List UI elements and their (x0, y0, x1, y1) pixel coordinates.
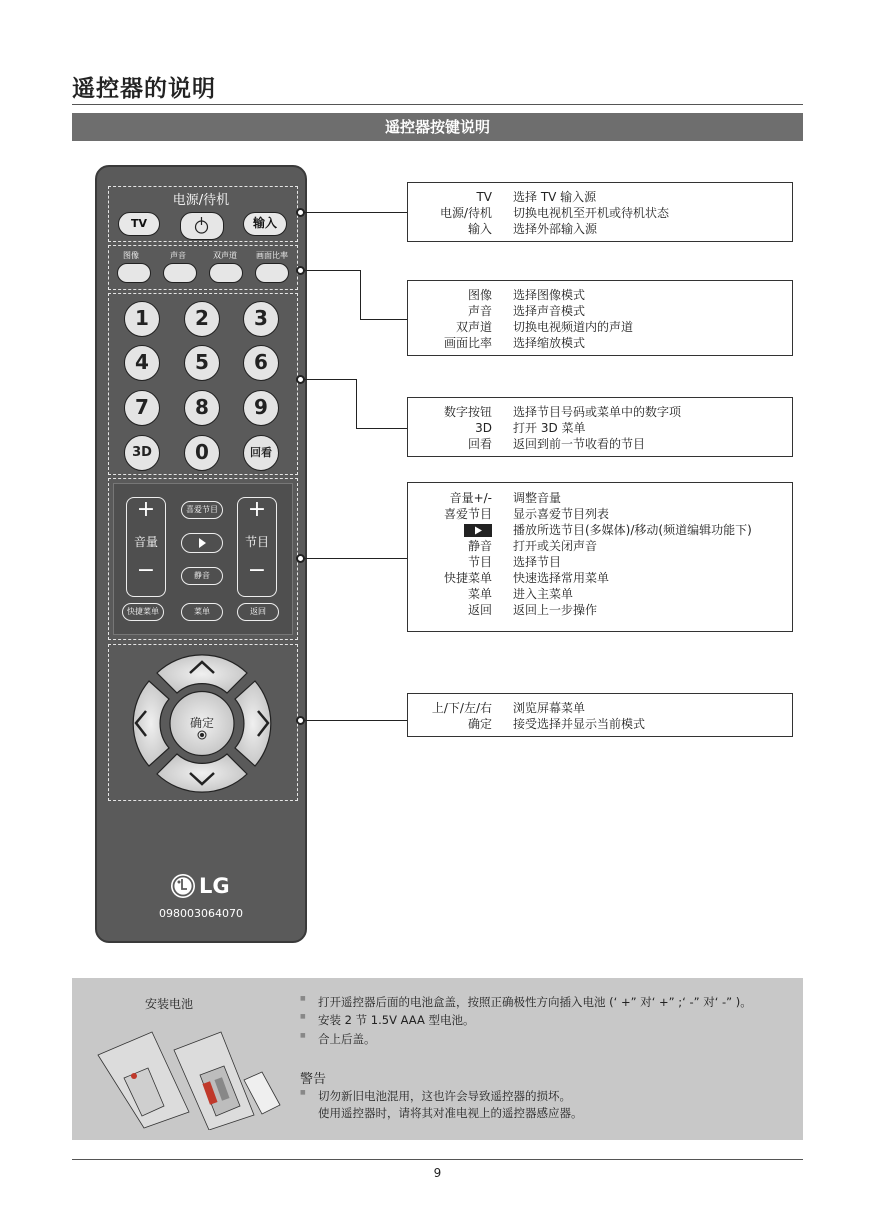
quick-menu-button[interactable]: 快捷菜单 (122, 603, 164, 621)
desc-key: 静音 (467, 539, 492, 553)
dual-sound-label: 双声道 (213, 251, 237, 260)
battery-title: 安装电池 (145, 997, 194, 1011)
connector-line (360, 270, 361, 320)
description-row (408, 303, 792, 319)
desc-key: 确定 (467, 717, 492, 731)
serial-number: 098003064070 (159, 907, 243, 920)
desc-value: 显示喜爱节目列表 (513, 507, 610, 521)
desc-value: 切换电视频道内的声道 (513, 320, 634, 334)
power-button[interactable] (180, 212, 224, 240)
power-label: 电源/待机 (172, 193, 230, 208)
digit-9-button[interactable]: 9 (243, 390, 279, 426)
picture-label: 图像 (123, 251, 139, 260)
description-row (408, 287, 792, 303)
battery-step-3: ■ 合上后盖。 (318, 1031, 376, 1047)
desc-value: 浏览屏幕菜单 (513, 701, 586, 715)
description-row (408, 522, 792, 538)
desc-value: 调整音量 (513, 491, 562, 505)
description-row (408, 716, 792, 732)
sound-button[interactable] (163, 263, 197, 283)
description-row (408, 221, 792, 237)
desc-value: 选择节目 (513, 555, 562, 569)
description-row (408, 335, 792, 351)
battery-step-2: ■ 安装 2 节 1.5V AAA 型电池。 (318, 1012, 475, 1028)
desc-key: 输入 (467, 222, 492, 236)
desc-key: 电源/待机 (439, 206, 492, 220)
section-header (72, 113, 803, 141)
battery-step-1: ■ 打开遥控器后面的电池盒盖，按照正确极性方向插入电池 (‘ +” 对‘ +” ;‘ -” 对‘ -” )。 (318, 994, 752, 1010)
connector-line (356, 428, 407, 429)
description-box-navigation (407, 693, 793, 737)
lg-logo-icon (170, 873, 196, 899)
battery-panel (72, 978, 803, 1140)
play-key-icon (464, 524, 492, 537)
desc-value: 返回上一步操作 (513, 603, 598, 617)
description-row (408, 586, 792, 602)
desc-key: 图像 (467, 288, 492, 302)
desc-key: 数字按钮 (443, 405, 492, 419)
digit-0-button[interactable]: 0 (184, 435, 220, 471)
desc-value: 打开或关闭声音 (513, 539, 598, 553)
favorite-button[interactable]: 喜爱节目 (181, 501, 223, 519)
warning-line-1: ■ 切勿新旧电池混用，这也许会导致遥控器的损坏。 (318, 1088, 571, 1104)
desc-key: TV (476, 190, 492, 204)
desc-value: 选择节目号码或菜单中的数字项 (513, 405, 682, 419)
volume-up-icon[interactable]: + (136, 497, 156, 522)
connector-dot (296, 266, 305, 275)
footer-divider (72, 1159, 803, 1160)
desc-value: 快速选择常用菜单 (513, 571, 610, 585)
description-row (408, 404, 792, 420)
connector-line (305, 720, 407, 721)
title-divider (72, 104, 803, 105)
page-number: 9 (433, 1166, 442, 1180)
desc-key: 音量+/- (449, 491, 492, 505)
desc-key: 菜单 (467, 587, 492, 601)
recall-button[interactable]: 回看 (243, 435, 279, 471)
connector-line (356, 379, 357, 429)
brand-name: LG (199, 874, 230, 898)
digit-5-button[interactable]: 5 (184, 345, 220, 381)
digit-6-button[interactable]: 6 (243, 345, 279, 381)
picture-button[interactable] (117, 263, 151, 283)
desc-value: 选择图像模式 (513, 288, 586, 302)
menu-button[interactable]: 菜单 (181, 603, 223, 621)
description-row (408, 554, 792, 570)
description-box-number (407, 397, 793, 457)
description-box-controls (407, 482, 793, 632)
desc-value: 切换电视机至开机或待机状态 (513, 206, 670, 220)
mute-button[interactable]: 静音 (181, 567, 223, 585)
description-row (408, 538, 792, 554)
description-row (408, 319, 792, 335)
digit-4-button[interactable]: 4 (124, 345, 160, 381)
play-button[interactable] (181, 533, 223, 553)
description-row (408, 205, 792, 221)
volume-down-icon[interactable]: − (136, 558, 156, 583)
connector-dot (296, 554, 305, 563)
description-box-mode (407, 280, 793, 356)
description-row (408, 436, 792, 452)
connector-line (305, 379, 357, 380)
desc-key: 回看 (467, 437, 492, 451)
ok-label: 确定 (189, 716, 214, 730)
description-row (408, 420, 792, 436)
desc-key: 声音 (467, 304, 492, 318)
sound-label: 声音 (170, 251, 186, 260)
channel-up-icon[interactable]: + (247, 497, 267, 522)
section-title: 遥控器按键说明 (384, 118, 490, 136)
desc-key: 快捷菜单 (443, 571, 492, 585)
description-box-power (407, 182, 793, 242)
desc-value: 选择 TV 输入源 (513, 190, 597, 204)
ratio-button[interactable] (255, 263, 289, 283)
desc-key: 喜爱节目 (443, 507, 492, 521)
power-icon (181, 213, 222, 238)
3d-button[interactable]: 3D (124, 435, 160, 471)
desc-value: 选择缩放模式 (513, 336, 586, 350)
connector-line (305, 212, 407, 213)
desc-key: 双声道 (455, 320, 492, 334)
description-row (408, 506, 792, 522)
digit-3-button[interactable]: 3 (243, 301, 279, 337)
page-title: 遥控器的说明 (72, 76, 216, 102)
ratio-label: 画面比率 (256, 251, 288, 260)
remote-control-illustration (95, 165, 307, 943)
channel-down-icon[interactable]: − (247, 558, 267, 583)
connector-line (305, 558, 407, 559)
desc-value: 进入主菜单 (513, 587, 574, 601)
desc-key: 画面比率 (443, 336, 492, 350)
connector-dot (296, 375, 305, 384)
description-row (408, 570, 792, 586)
desc-value: 返回到前一节收看的节目 (513, 437, 646, 451)
channel-label: 节目 (244, 535, 269, 549)
description-row (408, 700, 792, 716)
digit-1-button[interactable]: 1 (124, 301, 160, 337)
play-icon (182, 534, 222, 552)
desc-value: 打开 3D 菜单 (513, 421, 586, 435)
desc-value: 接受选择并显示当前模式 (513, 717, 646, 731)
digit-8-button[interactable]: 8 (184, 390, 220, 426)
description-row (408, 490, 792, 506)
desc-value: 选择声音模式 (513, 304, 586, 318)
tv-button[interactable]: TV (118, 212, 160, 236)
digit-2-button[interactable]: 2 (184, 301, 220, 337)
desc-value: 选择外部输入源 (513, 222, 598, 236)
battery-install-illustration (94, 1020, 284, 1130)
connector-line (360, 319, 407, 320)
dual-sound-button[interactable] (209, 263, 243, 283)
warning-line-2: 使用遥控器时，请将其对准电视上的遥控器感应器。 (318, 1106, 583, 1120)
desc-key: 节目 (467, 555, 492, 569)
desc-key: 3D (475, 421, 492, 435)
connector-dot (296, 716, 305, 725)
warning-title: 警告 (300, 1072, 327, 1087)
desc-key: 上/下/左/右 (431, 701, 492, 715)
back-button[interactable]: 返回 (237, 603, 279, 621)
description-row (408, 602, 792, 618)
connector-line (305, 270, 361, 271)
digit-7-button[interactable]: 7 (124, 390, 160, 426)
volume-label: 音量 (133, 535, 158, 549)
desc-value: 播放所选节目(多媒体)/移动(频道编辑功能下) (513, 523, 752, 537)
input-button[interactable]: 输入 (243, 212, 287, 236)
desc-key: 返回 (467, 603, 492, 617)
description-row (408, 189, 792, 205)
connector-dot (296, 208, 305, 217)
